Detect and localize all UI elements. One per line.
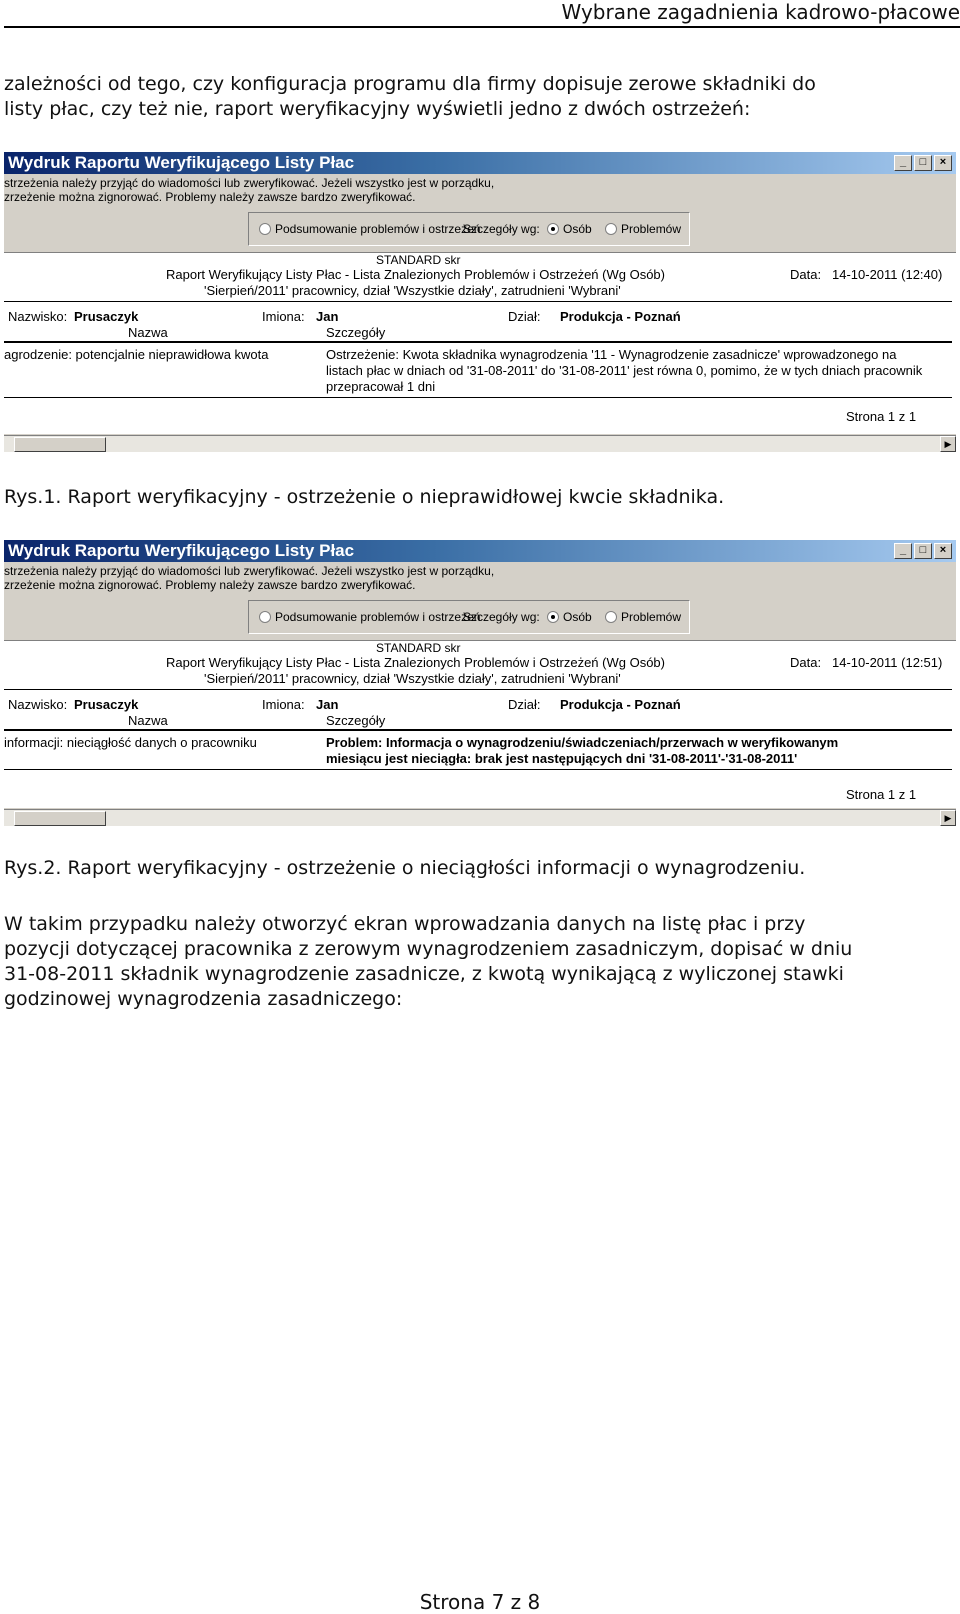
column-name-header: Nazwa [128, 713, 168, 728]
dept-value: Produkcja - Poznań [560, 697, 681, 712]
page-footer: Strona 7 z 8 [419, 1590, 541, 1614]
date-label: Data: [790, 655, 822, 670]
report-preview [4, 252, 956, 434]
minimize-icon[interactable]: _ [894, 543, 912, 559]
names-value: Jan [316, 309, 339, 324]
running-header: Wybrane zagadnienia kadrowo-płacowe [561, 0, 960, 24]
column-name-header: Nazwa [128, 325, 168, 340]
radio-label: Osób [563, 610, 592, 624]
info-text [4, 176, 494, 204]
details-by-label: Szczegóły wg: [463, 610, 540, 624]
row-detail: przepracował 1 dni [326, 379, 436, 394]
view-options-group [248, 212, 690, 246]
problems-radio[interactable] [605, 222, 681, 236]
radio-selected-icon [547, 223, 559, 235]
details-by-label: Szczegóły wg: [463, 222, 540, 236]
info-line: zrzeżenie można zignorować. Problemy należy zawsze bardzo zweryfikować. [4, 578, 416, 592]
body-line: pozycji dotyczącej pracownika z zerowym wynagrodzeniem zasadniczym, dopisać w dniu [4, 938, 853, 960]
body-line: W takim przypadku należy otworzyć ekran wprowadzania danych na listę płac i przy [4, 913, 806, 935]
horizontal-scrollbar[interactable] [4, 435, 956, 452]
date-value: 14-10-2011 (12:51) [832, 655, 943, 670]
problems-radio[interactable] [605, 610, 681, 624]
info-line: zrzeżenie można zignorować. Problemy należy zawsze bardzo zweryfikować. [4, 190, 416, 204]
date-value: 14-10-2011 (12:40) [832, 267, 943, 282]
date-label: Data: [790, 267, 822, 282]
figure-2-caption: Rys.2. Raport weryfikacyjny - ostrzeżenie o nieciągłości informacji o wynagrodzeniu. [4, 857, 806, 879]
radio-icon [259, 611, 271, 623]
close-icon[interactable]: × [934, 543, 952, 559]
report-subtitle: 'Sierpień/2011' pracownicy, dział 'Wszystkie działy', zatrudnieni 'Wybrani' [204, 283, 621, 298]
report-subtitle: 'Sierpień/2011' pracownicy, dział 'Wszystkie działy', zatrudnieni 'Wybrani' [204, 671, 621, 686]
surname-label: Nazwisko: [8, 309, 68, 324]
row-detail: miesiącu jest nieciągła: brak jest następujących dni '31-08-2011'-'31-08-2011' [326, 751, 798, 766]
page-number: Strona 1 z 1 [846, 787, 917, 802]
view-options-group [248, 600, 690, 634]
surname-label: Nazwisko: [8, 697, 68, 712]
names-label: Imiona: [262, 309, 305, 324]
row-detail: Problem: Informacja o wynagrodzeniu/świadczeniach/przerwach w weryfikowanym [326, 735, 839, 750]
divider [4, 689, 952, 690]
persons-radio[interactable] [547, 610, 592, 624]
divider [4, 341, 952, 343]
page-number: Strona 1 z 1 [846, 409, 917, 424]
row-detail: listach płac w dniach od '31-08-2011' do '31-08-2011' jest równa 0, pomimo, że w tych dniach pracownik [326, 363, 923, 378]
close-icon[interactable]: × [934, 155, 952, 171]
radio-icon [259, 223, 271, 235]
figure-2-screenshot [4, 540, 956, 826]
window-title: Wydruk Raportu Weryfikującego Listy Płac [4, 540, 956, 562]
row-name: informacji: nieciągłość danych o pracowniku [4, 735, 257, 750]
summary-radio[interactable] [259, 222, 480, 236]
radio-label: Podsumowanie problemów i ostrzeżeń [275, 610, 481, 624]
dept-value: Produkcja - Poznań [560, 309, 681, 324]
column-details-header: Szczegóły [326, 325, 386, 340]
report-company: STANDARD skr [376, 641, 461, 655]
summary-radio[interactable] [259, 610, 480, 624]
info-text [4, 564, 494, 592]
divider [4, 397, 952, 398]
figure-1-screenshot [4, 152, 956, 452]
scrollbar-thumb[interactable] [14, 811, 106, 826]
radio-label: Podsumowanie problemów i ostrzeżeń [275, 222, 481, 236]
report-preview [4, 640, 956, 808]
horizontal-scrollbar[interactable] [4, 809, 956, 826]
scroll-right-arrow-icon[interactable]: ▶ [940, 810, 956, 826]
surname-value: Prusaczyk [74, 697, 139, 712]
intro-line: listy płac, czy też nie, raport weryfikacyjny wyświetli jedno z dwóch ostrzeżeń: [4, 98, 751, 120]
window-title: Wydruk Raportu Weryfikującego Listy Płac [4, 152, 956, 174]
radio-label: Problemów [621, 222, 682, 236]
persons-radio[interactable] [547, 222, 592, 236]
report-title: Raport Weryfikujący Listy Płac - Lista Znalezionych Problemów i Ostrzeżeń (Wg Osób) [166, 267, 665, 282]
report-company: STANDARD skr [376, 253, 461, 267]
divider [4, 301, 952, 302]
radio-icon [605, 223, 617, 235]
radio-label: Problemów [621, 610, 682, 624]
info-line: strzeżenia należy przyjąć do wiadomości lub zweryfikować. Jeżeli wszystko jest w porządku, [4, 564, 495, 578]
radio-icon [605, 611, 617, 623]
row-name: agrodzenie: potencjalnie nieprawidłowa kwota [4, 347, 269, 362]
surname-value: Prusaczyk [74, 309, 139, 324]
row-detail: Ostrzeżenie: Kwota składnika wynagrodzenia '11 - Wynagrodzenie zasadnicze' wprowadzonego na [326, 347, 897, 362]
column-details-header: Szczegóły [326, 713, 386, 728]
maximize-icon[interactable]: □ [914, 543, 932, 559]
intro-paragraph [4, 72, 954, 122]
scrollbar-thumb[interactable] [14, 437, 106, 452]
divider [4, 729, 952, 731]
maximize-icon[interactable]: □ [914, 155, 932, 171]
body-line: 31-08-2011 składnik wynagrodzenie zasadnicze, z kwotą wynikającą z wyliczonej stawki [4, 963, 844, 985]
names-value: Jan [316, 697, 339, 712]
figure-1-caption: Rys.1. Raport weryfikacyjny - ostrzeżenie o nieprawidłowej kwcie składnika. [4, 486, 725, 508]
body-paragraph [4, 912, 954, 1012]
radio-selected-icon [547, 611, 559, 623]
info-line: strzeżenia należy przyjąć do wiadomości lub zweryfikować. Jeżeli wszystko jest w porządku, [4, 176, 495, 190]
minimize-icon[interactable]: _ [894, 155, 912, 171]
body-line: godzinowej wynagrodzenia zasadniczego: [4, 988, 403, 1010]
dept-label: Dział: [508, 309, 541, 324]
divider [4, 769, 952, 770]
radio-label: Osób [563, 222, 592, 236]
names-label: Imiona: [262, 697, 305, 712]
intro-line: zależności od tego, czy konfiguracja programu dla firmy dopisuje zerowe składniki do [4, 73, 816, 95]
scroll-right-arrow-icon[interactable]: ▶ [940, 436, 956, 452]
header-rule [4, 26, 960, 28]
dept-label: Dział: [508, 697, 541, 712]
report-title: Raport Weryfikujący Listy Płac - Lista Znalezionych Problemów i Ostrzeżeń (Wg Osób) [166, 655, 665, 670]
